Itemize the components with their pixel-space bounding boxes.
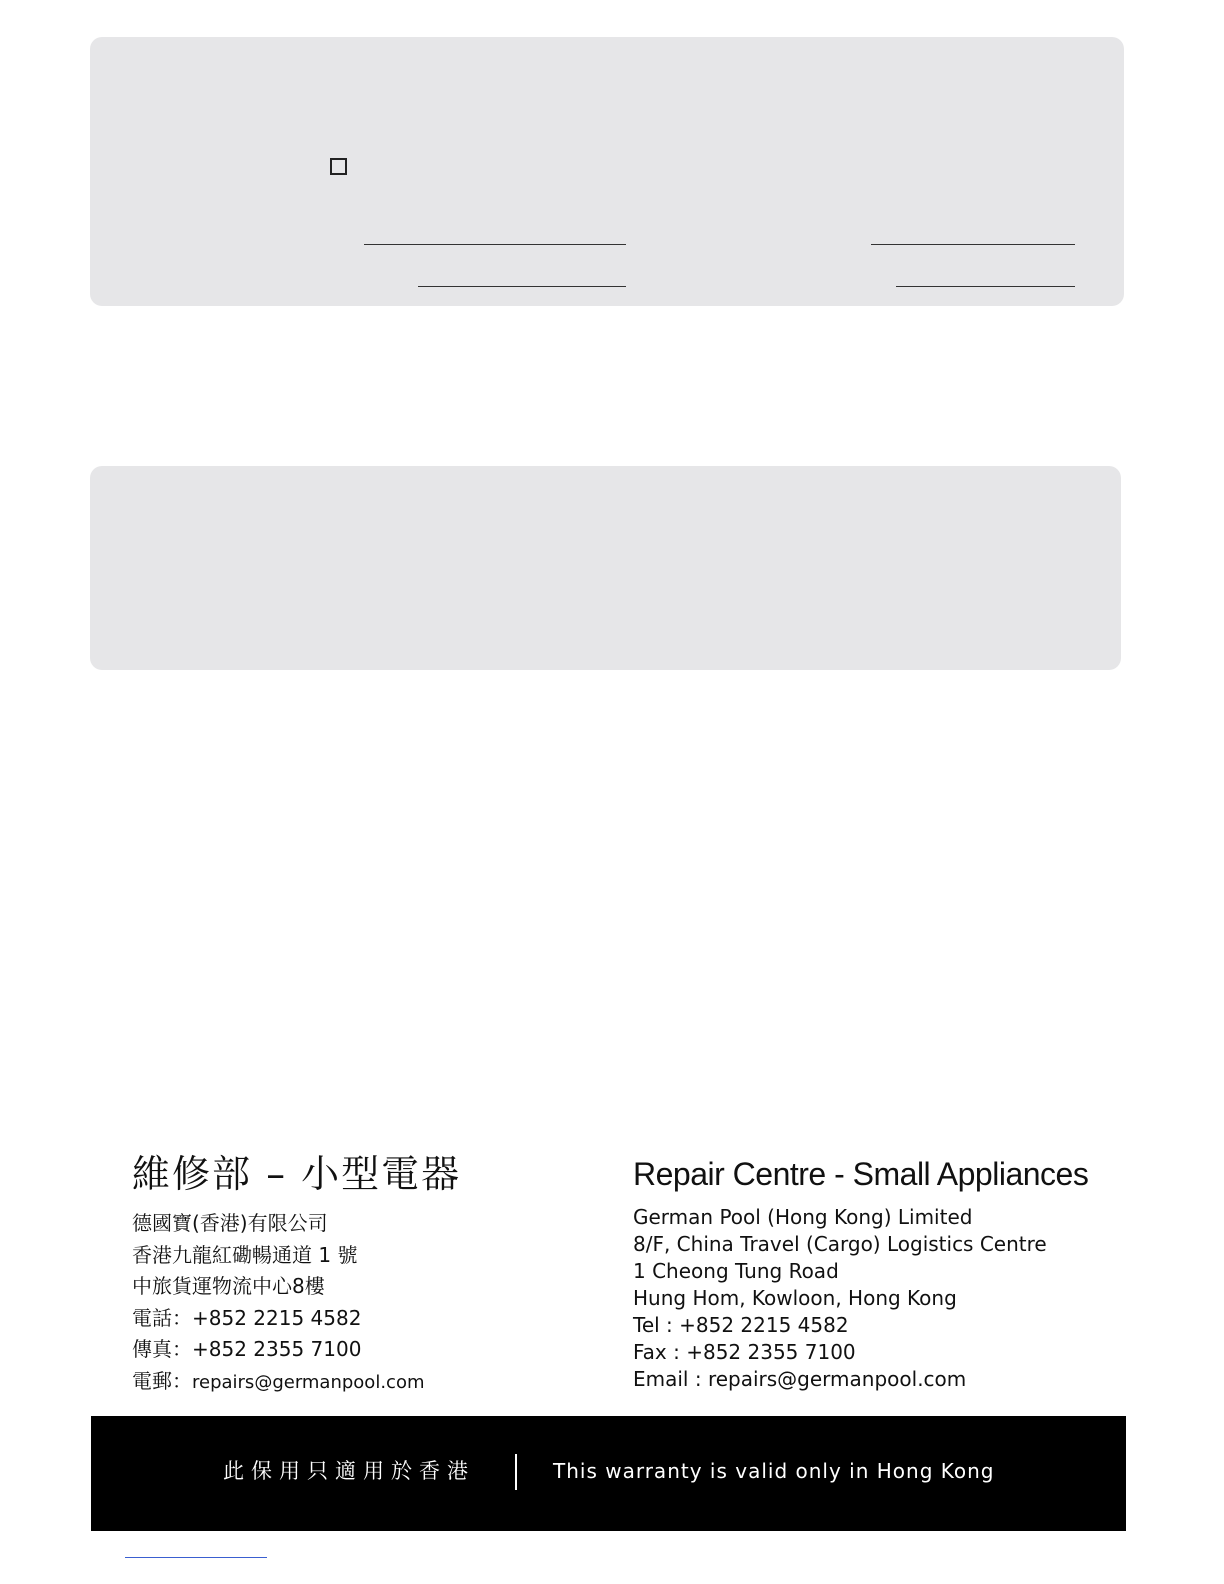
- email-line-zh: [132, 1366, 592, 1398]
- email-label-zh: 電郵：: [132, 1368, 192, 1393]
- warranty-form-panel: [90, 37, 1124, 306]
- email-link-zh[interactable]: repairs@germanpool.com: [192, 1371, 425, 1393]
- repair-centre-heading-en: Repair Centre - Small Appliances: [633, 1156, 1089, 1192]
- form-blank-line[interactable]: [364, 244, 626, 245]
- address-line-zh: 中旅貨運物流中心8樓: [132, 1274, 325, 1298]
- contact-block-english: [633, 1154, 1133, 1393]
- warranty-validity-banner: [91, 1416, 1126, 1531]
- form-blank-line[interactable]: [418, 286, 626, 287]
- email-en[interactable]: Email : repairs@germanpool.com: [633, 1367, 967, 1391]
- banner-divider: [515, 1454, 517, 1490]
- notes-panel: [90, 466, 1121, 670]
- fax-zh: 傳真：+852 2355 7100: [132, 1337, 362, 1361]
- form-checkbox[interactable]: [330, 158, 347, 175]
- form-blank-line[interactable]: [871, 244, 1075, 245]
- address-line-en: Hung Hom, Kowloon, Hong Kong: [633, 1286, 957, 1310]
- address-line-en: 1 Cheong Tung Road: [633, 1259, 839, 1283]
- banner-text-en: This warranty is valid only in Hong Kong: [553, 1459, 995, 1483]
- phone-zh: 電話：+852 2215 4582: [132, 1305, 362, 1330]
- address-line-en: 8/F, China Travel (Cargo) Logistics Centre: [633, 1232, 1047, 1256]
- fax-en: Fax : +852 2355 7100: [633, 1340, 856, 1364]
- bottom-link-underline[interactable]: [125, 1557, 267, 1558]
- banner-text-zh: 此保用只適用於香港: [223, 1459, 475, 1483]
- form-blank-line[interactable]: [896, 286, 1075, 287]
- repair-centre-heading-zh: 維修部 – 小型電器: [132, 1152, 462, 1196]
- contact-block-chinese: [132, 1148, 592, 1397]
- company-name-zh: 德國寶(香港)有限公司: [132, 1211, 328, 1235]
- address-line-zh: 香港九龍紅磡暢通道 1 號: [132, 1242, 358, 1267]
- phone-en: Tel : +852 2215 4582: [633, 1313, 849, 1337]
- company-name-en: German Pool (Hong Kong) Limited: [633, 1205, 973, 1229]
